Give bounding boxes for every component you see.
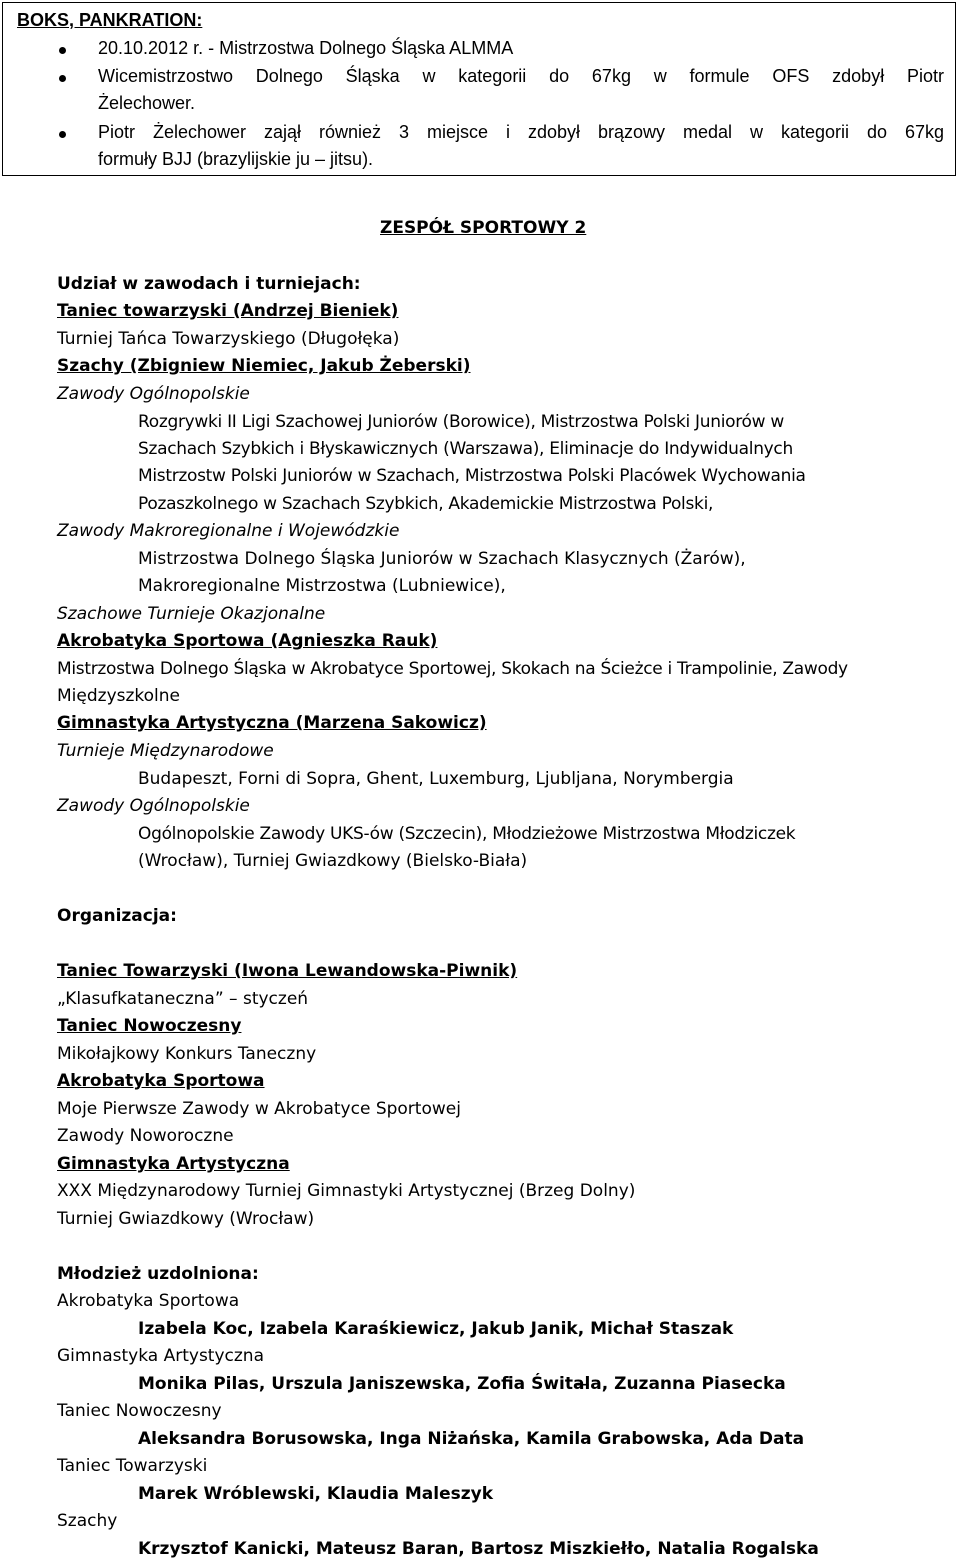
gimnastyka-line: (Wrocław), Turniej Gwiazdkowy (Bielsko-Biała): [138, 851, 528, 871]
mlodziez-discipline: Akrobatyka Sportowa: [57, 1291, 240, 1311]
mlodziez-discipline: Szachy: [57, 1511, 118, 1531]
bullet-icon: [59, 47, 66, 54]
taniec-item: Turniej Tańca Towarzyskiego (Długołęka): [57, 329, 400, 349]
mlodziez-names: Aleksandra Borusowska, Inga Niżańska, Kamila Grabowska, Ada Data: [138, 1429, 805, 1449]
szachy-line: Mistrzostw Polski Juniorów w Szachach, Mistrzostwa Polski Placówek Wychowania: [138, 466, 806, 486]
bullet-text-continued: Żelechower.: [98, 93, 196, 113]
udzial-heading: Udział w zawodach i turniejach:: [57, 274, 361, 294]
org-taniec-nowoczesny-item: Mikołajkowy Konkurs Taneczny: [57, 1044, 317, 1064]
bullet-icon: [59, 131, 66, 138]
akrobatyka-line: Mistrzostwa Dolnego Śląska w Akrobatyce Sportowej, Skokach na Ścieżce i Trampolinie, Zawody: [57, 659, 848, 679]
bullet-text: Wicemistrzostwo Dolnego Śląska w kategorii do 67kg w formule OFS zdobył Piotr: [98, 66, 944, 86]
boks-title: BOKS, PANKRATION:: [17, 10, 203, 30]
org-taniec-towarzyski-item: „Klasufkataneczna” – styczeń: [57, 989, 309, 1009]
gimnastyka-line: Ogólnopolskie Zawody UKS-ów (Szczecin), Młodzieżowe Mistrzostwa Młodziczek: [138, 824, 796, 844]
gimnastyka-header: Gimnastyka Artystyczna (Marzena Sakowicz): [57, 713, 487, 733]
organizacja-heading: Organizacja:: [57, 906, 177, 926]
org-gimnastyka-header: Gimnastyka Artystyczna: [57, 1154, 290, 1174]
org-akrobatyka-header: Akrobatyka Sportowa: [57, 1071, 265, 1091]
boks-pankration-box: [2, 2, 956, 176]
szachy-line: Makroregionalne Mistrzostwa (Lubniewice),: [138, 576, 506, 596]
mlodziez-names: Monika Pilas, Urszula Janiszewska, Zofia Śwital̶a, Zuzanna Piasecka: [138, 1374, 786, 1394]
akrobatyka-header: Akrobatyka Sportowa (Agnieszka Rauk): [57, 631, 438, 651]
szachy-line: Szachach Szybkich i Błyskawicznych (Warszawa), Eliminacje do Indywidualnych: [138, 439, 793, 459]
gimnastyka-category: Zawody Ogólnopolskie: [57, 796, 250, 816]
mlodziez-names: Marek Wróblewski, Klaudia Maleszyk: [138, 1484, 494, 1504]
mlodziez-names: Krzysztof Kanicki, Mateusz Baran, Bartosz Miszkiełło, Natalia Rogalska: [138, 1539, 819, 1559]
bullet-text: Piotr Żelechower zajął również 3 miejsce i zdobył brązowy medal w kategorii do 67kg: [98, 122, 944, 142]
bullet-icon: [59, 75, 66, 82]
org-akrobatyka-item: Zawody Noworoczne: [57, 1126, 234, 1146]
mlodziez-names: Izabela Koc, Izabela Karaśkiewicz, Jakub Janik, Michał Staszak: [138, 1319, 734, 1339]
mlodziez-heading: Młodzież uzdolniona:: [57, 1264, 259, 1284]
szachy-category: Szachowe Turnieje Okazjonalne: [57, 604, 326, 624]
section-title: ZESPÓŁ SPORTOWY 2: [380, 218, 587, 238]
org-gimnastyka-item: Turniej Gwiazdkowy (Wrocław): [57, 1209, 315, 1229]
szachy-header: Szachy (Zbigniew Niemiec, Jakub Żeberski): [57, 356, 471, 376]
mlodziez-discipline: Gimnastyka Artystyczna: [57, 1346, 264, 1366]
mlodziez-discipline: Taniec Nowoczesny: [57, 1401, 222, 1421]
szachy-category: Zawody Makroregionalne i Wojewódzkie: [57, 521, 400, 541]
bullet-text: 20.10.2012 r. - Mistrzostwa Dolnego Śląska ALMMA: [98, 38, 514, 58]
mlodziez-discipline: Taniec Towarzyski: [57, 1456, 208, 1476]
org-gimnastyka-item: XXX Międzynarodowy Turniej Gimnastyki Artystycznej (Brzeg Dolny): [57, 1181, 636, 1201]
bullet-text-continued: formuły BJJ (brazylijskie ju – jitsu).: [98, 149, 374, 169]
gimnastyka-line: Budapeszt, Forni di Sopra, Ghent, Luxemburg, Ljubljana, Norymbergia: [138, 769, 734, 789]
szachy-category: Zawody Ogólnopolskie: [57, 384, 250, 404]
akrobatyka-line: Międzyszkolne: [57, 686, 181, 706]
gimnastyka-category: Turnieje Międzynarodowe: [57, 741, 274, 761]
taniec-towarzyski-header: Taniec towarzyski (Andrzej Bieniek): [57, 301, 399, 321]
szachy-line: Pozaszkolnego w Szachach Szybkich, Akademickie Mistrzostwa Polski,: [138, 494, 714, 514]
szachy-line: Rozgrywki II Ligi Szachowej Juniorów (Borowice), Mistrzostwa Polski Juniorów w: [138, 412, 784, 432]
org-taniec-nowoczesny-header: Taniec Nowoczesny: [57, 1016, 242, 1036]
szachy-line: Mistrzostwa Dolnego Śląska Juniorów w Szachach Klasycznych (Żarów),: [138, 549, 746, 569]
org-akrobatyka-item: Moje Pierwsze Zawody w Akrobatyce Sportowej: [57, 1099, 461, 1119]
org-taniec-towarzyski-header: Taniec Towarzyski (Iwona Lewandowska-Piwnik): [57, 961, 518, 981]
